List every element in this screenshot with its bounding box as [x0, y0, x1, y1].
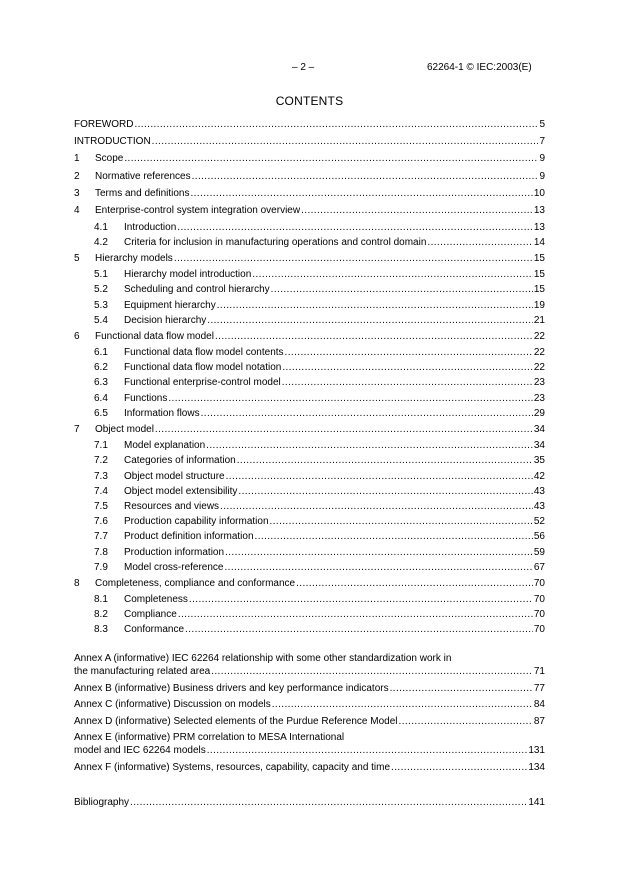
toc-entry-label: the manufacturing related area	[74, 666, 211, 677]
toc-entry-number: 2	[74, 170, 80, 182]
dot-leader	[220, 500, 533, 514]
toc-entry-label: Criteria for inclusion in manufacturing operations and control domain	[124, 236, 427, 248]
dot-leader	[237, 454, 533, 468]
dot-leader	[155, 423, 533, 437]
dot-leader	[224, 561, 532, 575]
toc-subsection[interactable]	[0, 314, 619, 328]
annex-title-first-line: Annex A (informative) IEC 62264 relationship with some other standardization work in	[74, 653, 452, 664]
toc-entry-number: 6.5	[94, 407, 108, 419]
toc-entry-page: 5	[539, 119, 545, 130]
toc-entry-page: 42	[533, 470, 545, 482]
toc-annex[interactable]	[0, 698, 619, 712]
toc-entry-label: Scheduling and control hierarchy	[124, 284, 270, 296]
toc-subsection[interactable]	[0, 593, 619, 607]
toc-entry-label: FOREWORD	[74, 119, 134, 130]
toc-entry-label: Conformance	[124, 624, 185, 636]
toc-subsection[interactable]	[0, 392, 619, 406]
toc-entry-label: Terms and definitions	[95, 188, 190, 199]
toc-subsection[interactable]	[0, 500, 619, 514]
dot-leader	[296, 577, 533, 591]
toc-entry-label: model and IEC 62264 models	[74, 745, 206, 757]
toc-annex[interactable]	[0, 665, 619, 679]
toc-entry-label: INTRODUCTION	[74, 136, 151, 148]
toc-entry-page: 141	[528, 797, 545, 808]
dot-leader	[207, 744, 528, 758]
dot-leader	[177, 221, 533, 235]
toc-subsection[interactable]	[0, 376, 619, 390]
toc-section[interactable]	[0, 204, 619, 218]
toc-entry-page: 13	[533, 221, 545, 233]
toc-annex[interactable]	[0, 682, 619, 696]
toc-entry-label: Annex C (informative) Discussion on models	[74, 699, 271, 711]
toc-entry-page: 22	[533, 362, 545, 374]
toc-entry-page: 87	[533, 715, 545, 727]
dot-leader	[238, 485, 532, 499]
toc-subsection[interactable]	[0, 299, 619, 313]
toc-entry-label: Model explanation	[124, 440, 206, 452]
toc-entry-page: 19	[533, 299, 545, 311]
toc-entry-page: 52	[533, 516, 545, 528]
toc-entry-number: 8.2	[94, 609, 108, 621]
toc-entry-page: 35	[533, 455, 545, 467]
toc-entry-page: 56	[533, 531, 545, 543]
toc-entry-number: 7.4	[94, 485, 108, 497]
toc-entry-page: 23	[533, 392, 545, 404]
toc-entry-page: 70	[533, 624, 545, 636]
running-header-page-number: – 2 –	[292, 62, 315, 73]
toc-bibliography[interactable]	[0, 796, 619, 810]
toc-section[interactable]	[0, 187, 619, 201]
toc-subsection[interactable]	[0, 454, 619, 468]
toc-entry-page: 67	[533, 561, 545, 573]
toc-entry-label: Product definition information	[124, 531, 254, 543]
toc-entry-number: 6.2	[94, 362, 108, 374]
toc-entry-page: 23	[533, 377, 545, 389]
dot-leader	[282, 361, 533, 375]
toc-subsection[interactable]	[0, 439, 619, 453]
dot-leader	[189, 593, 533, 607]
dot-leader	[207, 314, 533, 328]
toc-entry-number: 5.4	[94, 314, 108, 326]
dot-leader	[427, 236, 532, 250]
dot-leader	[285, 346, 533, 360]
toc-entry-label: Introduction	[124, 221, 177, 233]
toc-entry-number: 7.7	[94, 531, 108, 543]
page-title: CONTENTS	[275, 94, 344, 108]
dot-leader	[271, 283, 533, 297]
toc-entry-label: Information flows	[124, 407, 200, 419]
dot-leader	[174, 252, 533, 266]
toc-entry-number: 5	[74, 252, 80, 264]
dot-leader	[215, 330, 533, 344]
toc-entry-page: 43	[533, 500, 545, 512]
toc-entry-page: 22	[533, 330, 545, 342]
toc-subsection[interactable]	[0, 608, 619, 622]
toc-entry-number: 4.1	[94, 221, 108, 233]
toc-entry-number: 6.3	[94, 377, 108, 389]
toc-entry-page: 70	[533, 609, 545, 621]
toc-subsection[interactable]	[0, 346, 619, 360]
dot-leader	[399, 715, 533, 729]
toc-entry-number: 6	[74, 330, 80, 342]
toc-subsection[interactable]	[0, 236, 619, 250]
toc-entry-number: 8.1	[94, 594, 108, 605]
toc-entry-label: Completeness, compliance and conformance	[95, 577, 296, 589]
toc-entry-label: Bibliography	[74, 797, 130, 808]
toc-entry-number: 5.1	[94, 269, 108, 281]
dot-leader	[192, 170, 539, 184]
toc-entry-label: Object model extensibility	[124, 485, 238, 497]
toc-entry-number: 7.9	[94, 561, 108, 573]
dot-leader	[191, 187, 533, 201]
toc-entry-label: Object model structure	[124, 470, 225, 482]
toc-entry-label: Functional data flow model	[95, 330, 214, 342]
annex-title-first-line: Annex E (informative) PRM correlation to MESA International	[74, 732, 345, 744]
toc-entry-label: Annex F (informative) Systems, resources, capability, capacity and time	[74, 762, 391, 773]
toc-entry-number: 7.5	[94, 500, 108, 512]
toc-subsection[interactable]	[0, 623, 619, 637]
toc-subsection[interactable]	[0, 470, 619, 484]
toc-entry-page: 43	[533, 485, 545, 497]
toc-entry-number: 8.3	[94, 624, 108, 636]
toc-entry-label: Hierarchy model introduction	[124, 269, 252, 281]
toc-entry-label: Equipment hierarchy	[124, 299, 216, 311]
toc-entry-label: Production capability information	[124, 516, 269, 528]
dot-leader	[390, 682, 533, 696]
toc-entry-page: 22	[533, 347, 545, 358]
toc-subsection[interactable]	[0, 561, 619, 575]
toc-subsection[interactable]	[0, 268, 619, 282]
toc-section[interactable]	[0, 252, 619, 266]
toc-entry-page: 84	[533, 699, 545, 711]
toc-annex[interactable]	[0, 744, 619, 758]
toc-entry-label: Functional data flow model contents	[124, 347, 284, 358]
toc-section[interactable]	[0, 423, 619, 437]
toc-entry-number: 5.3	[94, 299, 108, 311]
dot-leader	[185, 623, 533, 637]
dot-leader	[130, 796, 527, 810]
toc-entry-label: Normative references	[95, 170, 191, 182]
toc-entry-number: 7.3	[94, 470, 108, 482]
toc-entry-number: 6.4	[94, 392, 108, 404]
dot-leader	[152, 135, 539, 149]
dot-leader	[206, 439, 533, 453]
toc-subsection[interactable]	[0, 515, 619, 529]
toc-entry-page: 70	[533, 577, 545, 589]
toc-entry-label: Functional data flow model notation	[124, 362, 282, 374]
toc-entry-label: Annex D (informative) Selected elements of the Purdue Reference Model	[74, 715, 398, 727]
dot-leader	[217, 299, 533, 313]
dot-leader	[178, 608, 533, 622]
toc-section[interactable]	[0, 170, 619, 184]
toc-entry-page: 10	[533, 188, 545, 199]
toc-entry-number: 7	[74, 423, 80, 435]
toc-entry-label: Object model	[95, 423, 154, 435]
toc-entry-number: 7.2	[94, 455, 108, 467]
toc-subsection[interactable]	[0, 221, 619, 235]
toc-entry-label: Hierarchy models	[95, 252, 173, 264]
toc-subsection[interactable]	[0, 485, 619, 499]
toc-section[interactable]	[0, 330, 619, 344]
toc-entry-label: Decision hierarchy	[124, 314, 207, 326]
toc-entry-label: Functions	[124, 392, 168, 404]
dot-leader	[124, 152, 538, 166]
toc-entry-page: 29	[533, 407, 545, 419]
toc-entry-page: 9	[539, 153, 545, 165]
toc-entry-number: 1	[74, 153, 80, 165]
toc-entry-number: 4	[74, 205, 80, 217]
dot-leader	[168, 392, 533, 406]
toc-entry-page: 34	[533, 423, 545, 435]
dot-leader	[255, 530, 533, 544]
toc-entry-number: 3	[74, 188, 80, 199]
toc-entry-number: 5.2	[94, 284, 108, 296]
toc-entry-page: 7	[539, 136, 545, 148]
toc-entry-number: 7.8	[94, 546, 108, 558]
toc-entry-page: 15	[533, 269, 545, 281]
running-header-standard: 62264-1 © IEC:2003(E)	[427, 62, 532, 73]
dot-leader	[391, 761, 527, 775]
toc-section[interactable]	[0, 577, 619, 591]
toc-entry-label: Enterprise-control system integration overview	[95, 205, 301, 217]
toc-entry[interactable]	[0, 118, 619, 132]
toc-annex[interactable]	[0, 761, 619, 775]
toc-entry-number: 8	[74, 577, 80, 589]
toc-entry-page: 9	[539, 170, 545, 182]
toc-entry-number: 7.6	[94, 516, 108, 528]
dot-leader	[226, 470, 533, 484]
dot-leader	[211, 665, 533, 679]
toc-subsection[interactable]	[0, 407, 619, 421]
toc-entry-page: 70	[533, 594, 545, 605]
dot-leader	[270, 515, 533, 529]
toc-entry-page: 131	[528, 745, 545, 757]
toc-entry-page: 15	[533, 284, 545, 296]
toc-entry-number: 7.1	[94, 440, 108, 452]
toc-entry-label: Annex B (informative) Business drivers and key performance indicators	[74, 682, 389, 694]
dot-leader	[301, 204, 533, 218]
toc-entry-page: 21	[533, 314, 545, 326]
toc-entry-label: Compliance	[124, 609, 177, 621]
toc-annex[interactable]	[0, 715, 619, 729]
toc-entry-page: 59	[533, 546, 545, 558]
dot-leader	[252, 268, 533, 282]
toc-entry-page: 134	[528, 762, 545, 773]
dot-leader	[134, 118, 538, 132]
toc-entry-label: Scope	[95, 153, 124, 165]
toc-entry-page: 77	[533, 682, 545, 694]
toc-entry-number: 4.2	[94, 236, 108, 248]
toc-entry-page: 13	[533, 205, 545, 217]
toc-entry-page: 15	[533, 252, 545, 264]
dot-leader	[272, 698, 533, 712]
toc-entry-page: 71	[533, 666, 545, 677]
dot-leader	[201, 407, 533, 421]
toc-section[interactable]	[0, 152, 619, 166]
toc-entry-label: Categories of information	[124, 455, 236, 467]
dot-leader	[225, 546, 533, 560]
toc-entry-number: 6.1	[94, 347, 108, 358]
toc-entry-label: Production information	[124, 546, 225, 558]
toc-entry-label: Resources and views	[124, 500, 220, 512]
toc-subsection[interactable]	[0, 283, 619, 297]
toc-subsection[interactable]	[0, 361, 619, 375]
toc-entry-label: Functional enterprise-control model	[124, 377, 281, 389]
toc-entry-page: 34	[533, 440, 545, 452]
toc-entry[interactable]	[0, 135, 619, 149]
toc-subsection[interactable]	[0, 546, 619, 560]
toc-subsection[interactable]	[0, 530, 619, 544]
toc-entry-page: 14	[533, 236, 545, 248]
dot-leader	[282, 376, 533, 390]
toc-entry-label: Completeness	[124, 594, 188, 605]
toc-entry-label: Model cross-reference	[124, 561, 224, 573]
